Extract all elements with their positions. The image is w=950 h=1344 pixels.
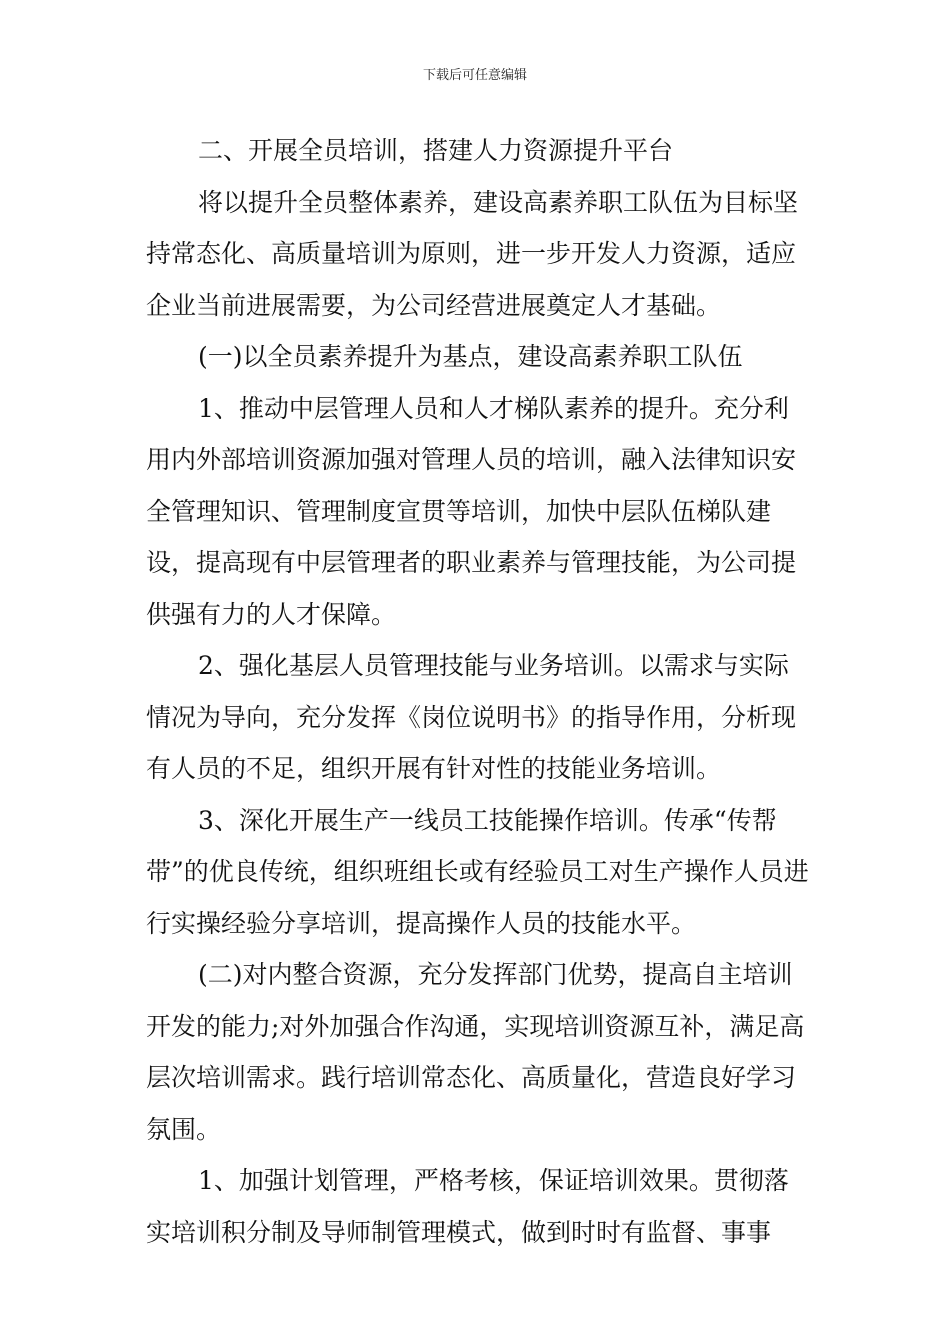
page-header: 下载后可任意编辑 bbox=[422, 68, 527, 83]
subsection-heading-1: (一)以全员素养提升为基点，建设高素养职工队伍 bbox=[198, 342, 743, 371]
paragraph-item-3: 3、深化开展生产一线员工技能操作培训。传承“传帮带”的优良传统，组织班组长或有经验员工对生产操作人员进行实操经验分享培训，提高操作人员的技能水平。 bbox=[146, 805, 809, 938]
paragraph-intro: 将以提升全员整体素养，建设高素养职工队伍为目标坚持常态化、高质量培训为原则，进一步开发人力资源，适应企业当前进展需要，为公司经营进展奠定人才基础。 bbox=[146, 187, 799, 320]
paragraph-item-1: 1、推动中层管理人员和人才梯队素养的提升。充分利用内外部培训资源加强对管理人员的培训，融入法律知识安全管理知识、管理制度宣贯等培训，加快中层队伍梯队建设，提高现有中层管理者的职业素养与管理技能，为公司提供强有力的人才保障。 bbox=[146, 393, 797, 629]
document-body bbox=[146, 125, 811, 1258]
paragraph-item-2: 2、强化基层人员管理技能与业务培训。以需求与实际情况为导向，充分发挥《岗位说明书》的指导作用，分析现有人员的不足，组织开展有针对性的技能业务培训。 bbox=[146, 651, 797, 783]
paragraph-item-4: 1、加强计划管理，严格考核，保证培训效果。贯彻落实培训积分制及导师制管理模式，做到时时有监督、事事 bbox=[146, 1166, 789, 1247]
subsection-heading-2: (二)对内整合资源，充分发挥部门优势，提高自主培训开发的能力;对外加强合作沟通，实现培训资源互补，满足高层次培训需求。践行培训常态化、高质量化，营造良好学习氛围。 bbox=[146, 960, 805, 1144]
section-heading: 二、开展全员培训，搭建人力资源提升平台 bbox=[198, 136, 674, 165]
